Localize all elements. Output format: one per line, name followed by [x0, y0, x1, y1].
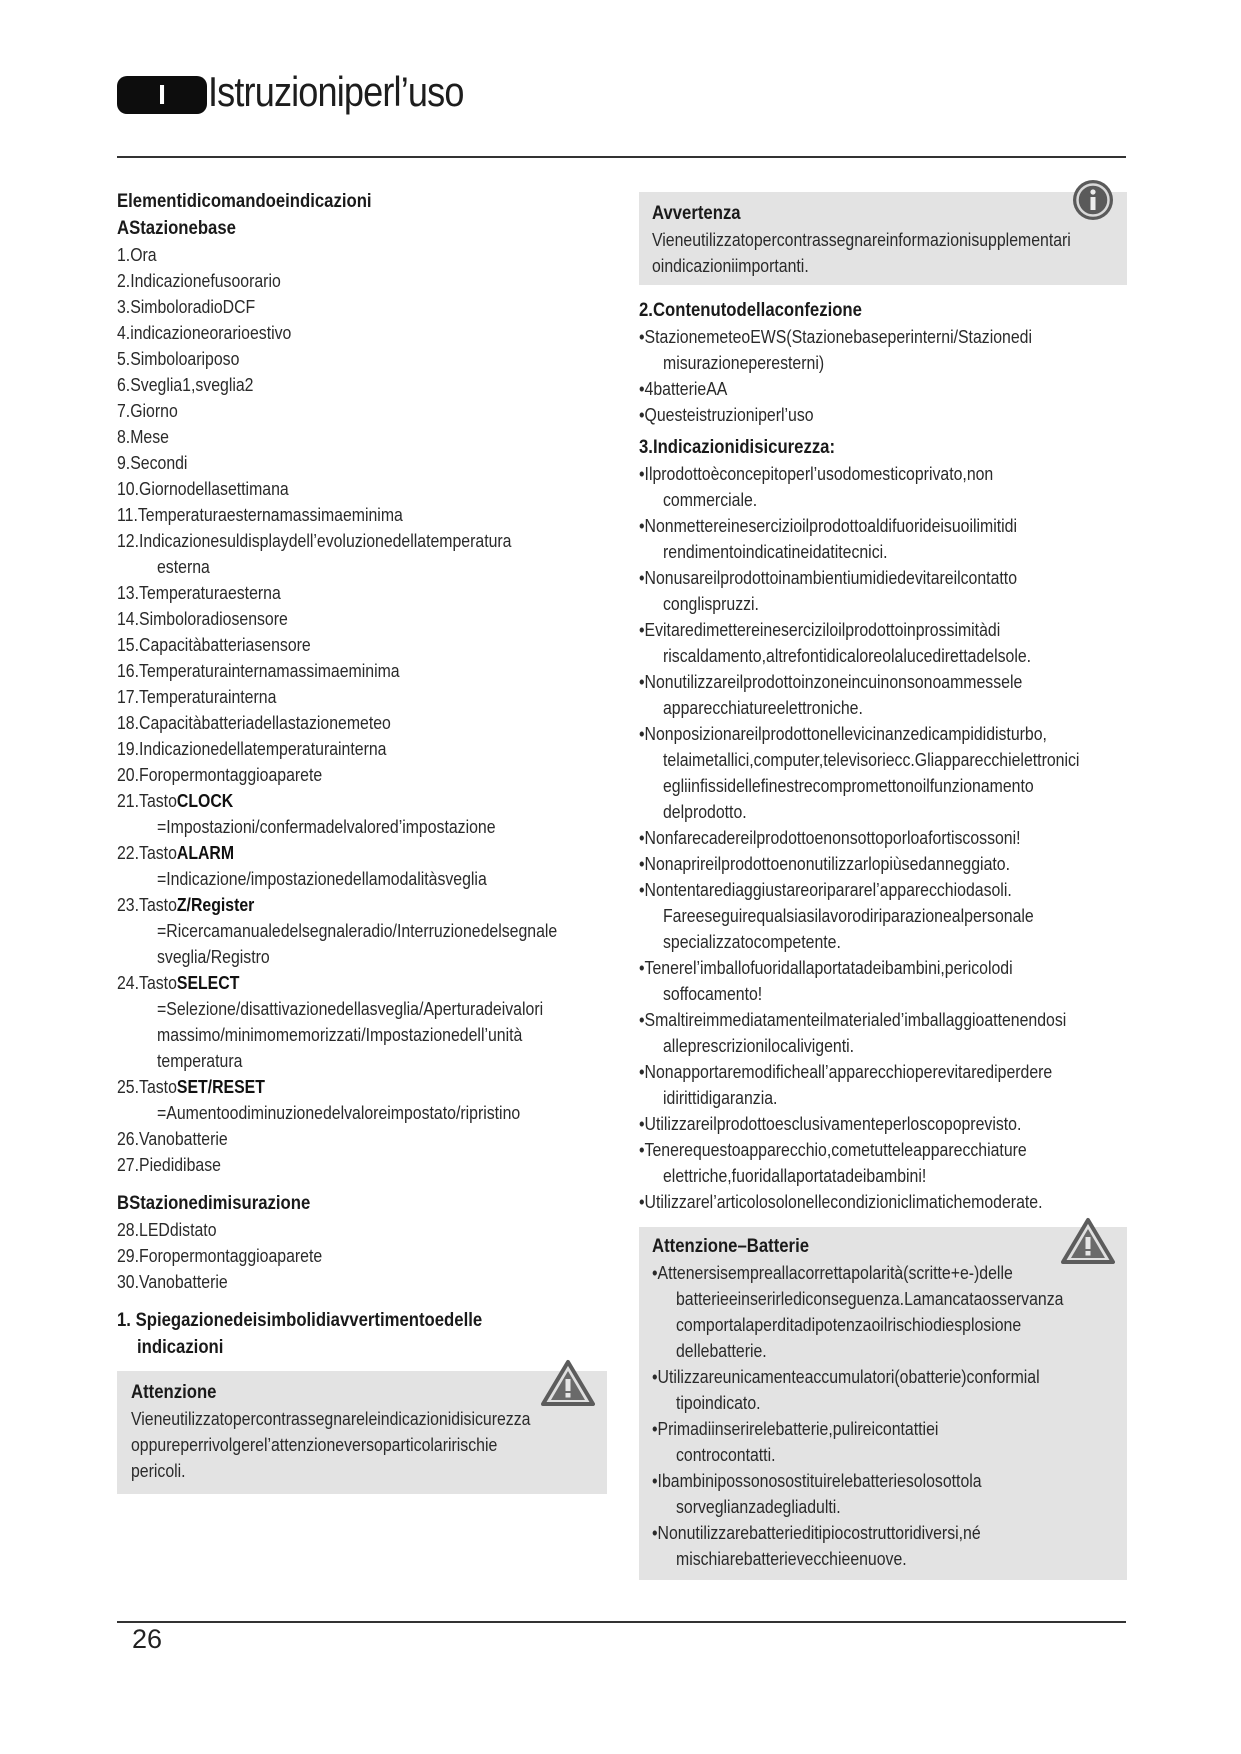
bullet-item-cont: soffocamento! [663, 984, 763, 1004]
bullet-item-cont: alleprescrizionilocalivigenti. [663, 1036, 855, 1056]
key-item-prefix: 22.Tasto [117, 843, 177, 863]
list-item: 30.Vanobatterie [117, 1272, 228, 1292]
bullet-item-cont: elettriche,fuoridallaportatadeibambini! [663, 1166, 927, 1186]
bullet-item: •Tenerequestoapparecchio,cometutteleapparecchiature [639, 1140, 1027, 1160]
bullet-item: •Smaltireimmediatamenteilmaterialed’imballaggioattenendosi [639, 1010, 1067, 1030]
bullet-item-cont: apparecchiatureelettroniche. [663, 698, 863, 718]
list-item: 17.Temperaturainterna [117, 687, 277, 707]
bullet-item: •StazionemeteoEWS(Stazionebaseperinterni/Stazionedi [639, 327, 1032, 347]
key-description: =Ricercamanualedelsegnaleradio/Interruzionedelsegnale [157, 921, 558, 941]
bullet-item-cont: idirittidigaranzia. [663, 1088, 778, 1108]
notice-box [639, 192, 1127, 285]
attention-box [117, 1371, 607, 1494]
section-1-title-cont: indicazioni [137, 1337, 224, 1358]
battery-bullet: •Attenersisempreallacorrettapolarità(scritte+e-)delle [652, 1263, 1013, 1283]
section-3-title: 3.Indicazionidisicurezza: [639, 437, 836, 458]
bullet-item: •Nonutilizzareilprodottoinzoneincuinonsonoammessele [639, 672, 1023, 692]
bullet-item: •Utilizzareilprodottoesclusivamenteperloscopoprevisto. [639, 1114, 1022, 1134]
section-b-title: BStazionedimisurazione [117, 1193, 311, 1214]
battery-bullet-cont: tipoindicato. [676, 1393, 761, 1413]
section-1-title: 1. Spiegazionedeisimbolidiavvertimentoedelle [117, 1310, 483, 1331]
section-a-tail [117, 1126, 607, 1178]
key-name: Z/Register [176, 895, 255, 915]
key-description: temperatura [157, 1051, 243, 1071]
battery-bullet-cont: controcontatti. [676, 1445, 776, 1465]
bullet-item: •Ilprodottoèconcepitoperl’usodomesticoprivato,non [639, 464, 994, 484]
key-item [117, 892, 254, 918]
key-description: =Indicazione/impostazionedellamodalitàsveglia [157, 869, 487, 889]
list-item: 6.Sveglia1,sveglia2 [117, 375, 254, 395]
key-item-prefix: 23.Tasto [117, 895, 177, 915]
list-item: 13.Temperaturaesterna [117, 583, 281, 603]
key-name: ALARM [176, 843, 235, 863]
list-item: 20.Foropermontaggioaparete [117, 765, 323, 785]
list-item: 2.Indicazionefusoorario [117, 271, 281, 291]
key-item-prefix: 21.Tasto [117, 791, 177, 811]
bullet-item: •Nontentarediaggiustareoripararel’apparecchiodasoli. [639, 880, 1012, 900]
bullet-item: •Nonaprireilprodottoenonutilizzarlopiùsedanneggiato. [639, 854, 1011, 874]
bullet-item: •Questeistruzioniperl’uso [639, 405, 814, 425]
list-item: esterna [157, 557, 210, 577]
warning-triangle-icon [1061, 1217, 1115, 1265]
left-column [117, 188, 607, 1494]
key-name: SELECT [176, 973, 240, 993]
list-item: 4.indicazioneorarioestivo [117, 323, 292, 343]
bullet-item-cont: egliinfissidellefinestrecompromettonoilfunzionamento [663, 776, 1034, 796]
list-item: 9.Secondi [117, 453, 188, 473]
battery-bullet: •Utilizzareunicamenteaccumulatori(obatterie)conformial [652, 1367, 1040, 1387]
key-description: massimo/minimomemorizzati/Impostazionedell’unità [157, 1025, 523, 1045]
key-description: sveglia/Registro [157, 947, 270, 967]
attention-text: pericoli. [131, 1461, 186, 1481]
bullet-item-cont: delprodotto. [663, 802, 747, 822]
info-icon [1071, 178, 1115, 222]
bullet-item: •Nonposizionareilprodottonellevicinanzedicampididisturbo, [639, 724, 1047, 744]
bullet-item-cont: conglispruzzi. [663, 594, 759, 614]
bullet-item-cont: riscaldamento,altrefontidicaloreolalucedirettadelsole. [663, 646, 1032, 666]
section-2-title: 2.Contenutodellaconfezione [639, 300, 862, 321]
bullet-item: •4batterieAA [639, 379, 728, 399]
footer-divider [117, 1621, 1126, 1623]
battery-bullet-cont: mischiarebatterievecchieenuove. [676, 1549, 907, 1569]
bullet-item-cont: misurazioneperesterni) [663, 353, 825, 373]
section-b-list [117, 1217, 607, 1295]
list-item: 19.Indicazionedellatemperaturainterna [117, 739, 387, 759]
page-title: Istruzioniperl’uso [208, 68, 464, 115]
key-item [117, 840, 234, 866]
right-column [639, 188, 1127, 1580]
list-item: 12.Indicazionesuldisplaydell’evoluzionedellatemperatura [117, 531, 512, 551]
bullet-item-cont: specializzatocompetente. [663, 932, 841, 952]
list-item: 7.Giorno [117, 401, 178, 421]
battery-bullet: •Primadiinserirelebatterie,pulireicontattiei [652, 1419, 939, 1439]
list-item: 16.Temperaturainternamassimaeminima [117, 661, 400, 681]
list-item: 18.Capacitàbatteriadellastazionemeteo [117, 713, 391, 733]
attention-text: Vieneutilizzatopercontrassegnareleindicazionidisicurezza [131, 1409, 531, 1429]
notice-text: Vieneutilizzatopercontrassegnareinformazionisupplementari [652, 230, 1071, 250]
section-a-title: AStazionebase [117, 218, 236, 239]
bullet-item: •Tenerel’imballofuoridallaportatadeibambini,pericolodi [639, 958, 1013, 978]
battery-warning-box [639, 1227, 1127, 1580]
battery-box-title: Attenzione–Batterie [652, 1236, 810, 1257]
list-item: 11.Temperaturaesternamassimaeminima [117, 505, 403, 525]
bullet-item-cont: telaimetallici,computer,televisoriecc.Gliapparecchielettronici [663, 750, 1080, 770]
list-item: 3.SimboloradioDCF [117, 297, 256, 317]
list-item: 14.Simboloradiosensore [117, 609, 288, 629]
bullet-item: •Utilizzarel’articolosolonellecondizioniclimatichemoderate. [639, 1192, 1043, 1212]
key-description: =Aumentoodiminuzionedelvaloreimpostato/ripristino [157, 1103, 521, 1123]
bullet-item: •Evitaredimettereineserciziloilprodottoinprossimitàdi [639, 620, 1001, 640]
list-item: 5.Simboloariposo [117, 349, 240, 369]
battery-bullet-cont: batterieeinserirlediconseguenza.Lamancataosservanza [676, 1289, 1064, 1309]
language-badge: I [117, 76, 207, 114]
key-name: CLOCK [176, 791, 234, 811]
bullet-item-cont: Fareeseguirequalsiasilavorodiriparazionealpersonale [663, 906, 1034, 926]
key-item-prefix: 24.Tasto [117, 973, 177, 993]
battery-bullet-cont: dellebatterie. [676, 1341, 767, 1361]
list-item: 26.Vanobatterie [117, 1129, 228, 1149]
list-item: 29.Foropermontaggioaparete [117, 1246, 323, 1266]
bullet-item: •Nonapportaremodificheall’apparecchioperevitarediperdere [639, 1062, 1053, 1082]
safety-list [639, 461, 1127, 1215]
key-name: SET/RESET [176, 1077, 265, 1097]
list-item: 15.Capacitàbatteriasensore [117, 635, 311, 655]
bullet-item-cont: commerciale. [663, 490, 758, 510]
key-description: =Impostazioni/confermadelvalored’impostazione [157, 817, 496, 837]
attention-text: oppureperrivolgerel’attenzioneversoparticolaririschie [131, 1435, 498, 1455]
battery-bullet-cont: sorveglianzadegliadulti. [676, 1497, 841, 1517]
bullet-item-cont: rendimentoindicatineidatitecnici. [663, 542, 888, 562]
bullet-item: •Nonmettereinesercizioilprodottoaldifuorideisuoilimitidi [639, 516, 1017, 536]
notice-text: oindicazioniimportanti. [652, 256, 809, 276]
key-item [117, 1074, 265, 1100]
section-a-keys [117, 788, 607, 1126]
package-contents-list [639, 324, 1127, 428]
battery-bullet: •Ibambinipossonosostituirelebatteriesolosottola [652, 1471, 982, 1491]
list-item: 8.Mese [117, 427, 169, 447]
key-item [117, 788, 233, 814]
header-divider [117, 156, 1126, 158]
controls-heading: Elementidicomandoeindicazioni [117, 191, 372, 212]
key-item-prefix: 25.Tasto [117, 1077, 177, 1097]
list-item: 10.Giornodellasettimana [117, 479, 289, 499]
list-item: 27.Piedidibase [117, 1155, 221, 1175]
warning-triangle-icon [541, 1359, 595, 1407]
battery-bullet-cont: comportalaperditadipotenzaoilrischiodiesplosione [676, 1315, 1022, 1335]
key-item [117, 970, 239, 996]
battery-bullet: •Nonutilizzarebatterieditipiocostruttoridiversi,né [652, 1523, 981, 1543]
list-item: 28.LEDdistato [117, 1220, 217, 1240]
page-number: 26 [132, 1624, 163, 1654]
section-a-list [117, 242, 607, 788]
key-description: =Selezione/disattivazionedellasveglia/Aperturadeivalori [157, 999, 544, 1019]
bullet-item: •Nonusareilprodottoinambientiumidiedevitareilcontatto [639, 568, 1018, 588]
list-item: 1.Ora [117, 245, 157, 265]
notice-title: Avvertenza [652, 203, 741, 224]
bullet-item: •Nonfarecadereilprodottoenonsottoporloafortiscossoni! [639, 828, 1021, 848]
attention-title: Attenzione [131, 1382, 217, 1403]
